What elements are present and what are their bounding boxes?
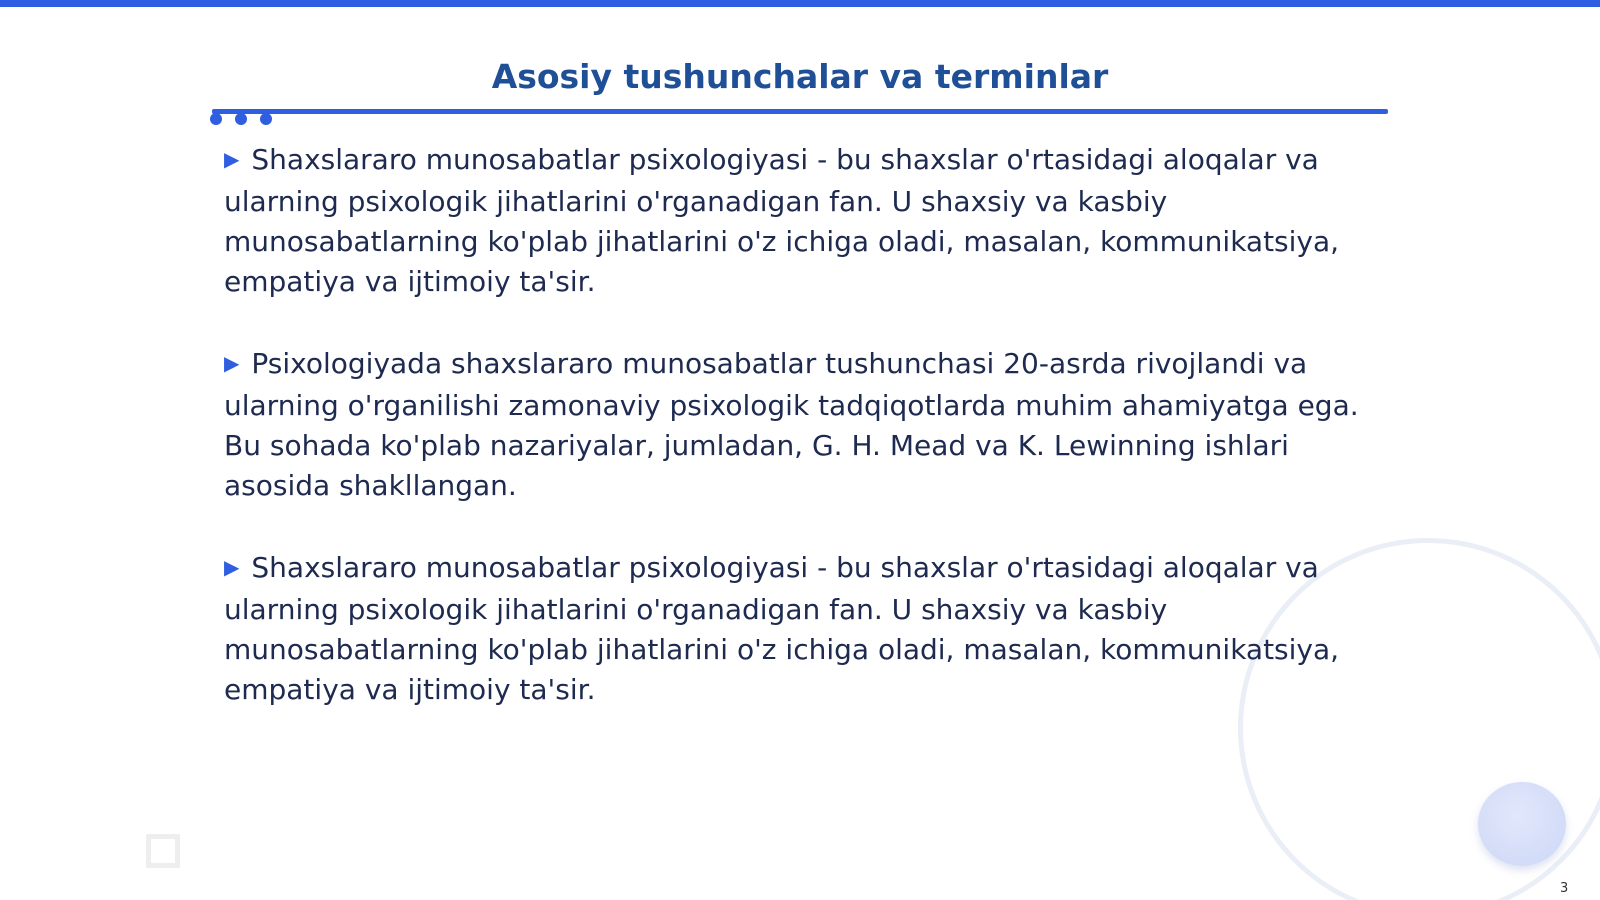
underline-dot (260, 113, 272, 125)
bullet-item (224, 344, 1394, 506)
bullet-text: Shaxslararo munosabatlar psixologiyasi - bu shaxslar o'rtasidagi aloqalar va ularning psixologik jihatlarini o'rganadigan fan. U shaxsiy va kasbiy munosabatlarning ko'plab jihatlarini o'z ichiga oladi, masalan, kommunikatsiya, empatiya va ijtimoiy ta'sir. (224, 551, 1340, 706)
top-accent-bar (0, 0, 1600, 7)
triangle-right-icon: ▶ (224, 555, 240, 579)
triangle-right-icon: ▶ (224, 351, 240, 375)
bullet-text: Psixologiyada shaxslararo munosabatlar tushunchasi 20-asrda rivojlandi va ularning o'rganilishi zamonaviy psixologik tadqiqotlarda muhim ahamiyatga ega. Bu sohada ko'plab nazariyalar, jumladan, G. H. Mead va K. Lewinning ishlari asosida shakllangan. (224, 347, 1359, 502)
decorative-square (146, 834, 180, 868)
decorative-circle (1478, 782, 1566, 866)
bullet-list (224, 140, 1394, 752)
underline-dot (210, 113, 222, 125)
bullet-text: Shaxslararo munosabatlar psixologiyasi - bu shaxslar o'rtasidagi aloqalar va ularning psixologik jihatlarini o'rganadigan fan. U shaxsiy va kasbiy munosabatlarning ko'plab jihatlarini o'z ichiga oladi, masalan, kommunikatsiya, empatiya va ijtimoiy ta'sir. (224, 143, 1340, 298)
bullet-item (224, 548, 1394, 710)
slide-number: 3 (1560, 881, 1569, 896)
underline-dot (235, 113, 247, 125)
title-underline (212, 109, 1388, 114)
slide-title: Asosiy tushunchalar va terminlar (491, 57, 1109, 96)
triangle-right-icon: ▶ (224, 147, 240, 171)
bullet-item (224, 140, 1394, 302)
